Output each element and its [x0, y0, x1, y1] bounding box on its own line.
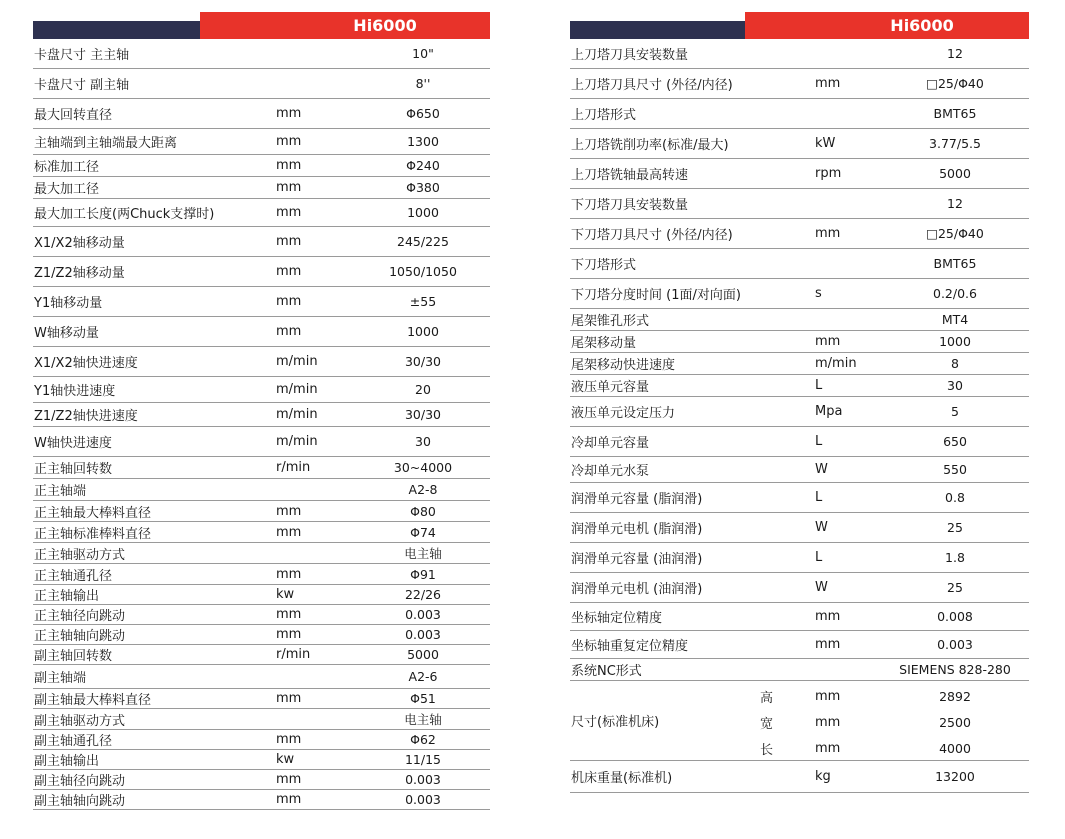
spec-name: 副主轴轴向跳动 [34, 794, 126, 809]
table-row [33, 177, 490, 199]
spec-value: 22/26 [404, 587, 442, 602]
spec-value: 650 [943, 434, 967, 449]
spec-unit: mm [276, 627, 302, 642]
spec-name: 最大回转直径 [34, 108, 113, 123]
spec-unit: s [815, 286, 822, 301]
spec-unit: mm [815, 714, 841, 730]
spec-name: 系统NC形式 [571, 664, 642, 679]
table-row [570, 761, 1029, 793]
spec-unit: mm [276, 691, 302, 706]
table-row [33, 227, 490, 257]
spec-name: 正主轴驱动方式 [34, 547, 126, 563]
table-row [33, 605, 490, 625]
spec-value: 2500 [939, 714, 971, 730]
spec-name: 正主轴通孔径 [34, 568, 113, 584]
spec-value: Φ91 [410, 566, 436, 582]
table-row [570, 99, 1029, 129]
spec-name: 润滑单元容量 (油润滑) [571, 552, 703, 567]
table-row [33, 625, 490, 645]
table-row [570, 219, 1029, 249]
spec-name: 副主轴回转数 [34, 649, 113, 664]
spec-value: 0.003 [405, 607, 441, 622]
table-row [33, 501, 490, 522]
table-row [570, 543, 1029, 573]
spec-name: 正主轴输出 [34, 589, 100, 604]
size-sub-row [570, 735, 1029, 761]
spec-name: 冷却单元水泵 [571, 464, 650, 479]
spec-name: W轴快进速度 [34, 436, 112, 451]
spec-name: 副主轴通孔径 [34, 734, 113, 749]
table-row [570, 159, 1029, 189]
spec-value: Φ80 [410, 503, 436, 519]
spec-name: 坐标轴定位精度 [571, 611, 663, 626]
spec-value: Φ240 [406, 158, 440, 173]
table-row [33, 585, 490, 605]
spec-name: 尾架移动快进速度 [571, 358, 676, 373]
spec-value: 12 [947, 196, 963, 211]
spec-value: 13200 [935, 769, 975, 784]
table-row [33, 543, 490, 564]
spec-name: 液压单元容量 [571, 380, 650, 395]
spec-name: W轴移动量 [34, 326, 99, 341]
table-row [570, 573, 1029, 603]
spec-unit: mm [276, 503, 302, 519]
table-row [570, 129, 1029, 159]
table-row [33, 317, 490, 347]
spec-value: 电主轴 [404, 712, 442, 727]
spec-unit: mm [276, 205, 302, 220]
table-row [570, 279, 1029, 309]
spec-unit: mm [815, 688, 841, 704]
spec-unit: m/min [815, 356, 857, 371]
spec-name: 坐标轴重复定位精度 [571, 639, 689, 654]
spec-name: 上刀塔铣轴最高转速 [571, 168, 689, 183]
spec-name: 冷却单元容量 [571, 436, 650, 451]
spec-value: 电主轴 [404, 546, 442, 561]
spec-unit: mm [276, 772, 302, 787]
spec-name: 下刀塔分度时间 (1面/对向面) [571, 288, 741, 303]
table-row [33, 129, 490, 155]
table-row [33, 403, 490, 427]
spec-unit: mm [276, 566, 302, 582]
spec-value: 0.003 [405, 627, 441, 642]
table-row [33, 347, 490, 377]
spec-value: 5 [951, 404, 959, 419]
spec-name: Y1轴移动量 [34, 296, 103, 311]
spec-value: 30~4000 [393, 460, 453, 475]
spec-unit: L [815, 378, 823, 393]
spec-value: 1050/1050 [389, 264, 457, 279]
spec-value: 11/15 [404, 752, 442, 767]
table-row [570, 427, 1029, 457]
spec-name: Z1/Z2轴快进速度 [34, 409, 138, 424]
spec-unit: mm [815, 76, 841, 91]
spec-value: BMT65 [933, 256, 977, 271]
spec-name: 机床重量(标准机) [571, 771, 673, 786]
spec-unit: Mpa [815, 404, 843, 419]
spec-name: 正主轴最大棒料直径 [34, 505, 152, 521]
size-sub-row [570, 683, 1029, 709]
table-row [570, 397, 1029, 427]
spec-unit: W [815, 520, 828, 535]
table-row [33, 69, 490, 99]
spec-value: 550 [943, 462, 967, 477]
size-group [570, 681, 1029, 761]
size-group-label: 尺寸(标准机床) [571, 715, 660, 730]
spec-unit: mm [276, 294, 302, 309]
size-sub-row [570, 709, 1029, 735]
spec-unit: m/min [276, 354, 318, 369]
spec-name: 上刀塔形式 [571, 108, 637, 123]
spec-rows [570, 39, 1029, 793]
spec-name: 液压单元设定压力 [571, 406, 676, 421]
table-row [33, 99, 490, 129]
table-row [570, 189, 1029, 219]
spec-name: 正主轴端 [34, 484, 87, 499]
spec-value: ±55 [409, 294, 437, 309]
spec-value: 10" [412, 46, 434, 61]
size-dimension: 高 [760, 690, 774, 706]
spec-value: 0.008 [937, 609, 973, 624]
spec-unit: m/min [276, 407, 318, 422]
spec-unit: mm [276, 180, 302, 195]
spec-value: Φ650 [406, 106, 440, 121]
table-row [33, 709, 490, 730]
table-row [33, 689, 490, 709]
spec-name: 尾架移动量 [571, 336, 637, 351]
spec-unit: mm [815, 226, 841, 241]
spec-unit: W [815, 580, 828, 595]
table-row [570, 249, 1029, 279]
table-row [33, 427, 490, 457]
spec-unit: L [815, 490, 823, 505]
spec-name: 副主轴端 [34, 671, 87, 686]
spec-name: 上刀塔刀具尺寸 (外径/内径) [571, 78, 733, 93]
spec-value: 1000 [407, 205, 439, 220]
spec-unit: mm [815, 740, 841, 756]
table-row [570, 513, 1029, 543]
header-dark-bar [570, 21, 745, 39]
spec-value: BMT65 [933, 106, 977, 121]
spec-unit: kw [276, 752, 295, 767]
table-row [33, 155, 490, 177]
spec-name: 润滑单元容量 (脂润滑) [571, 492, 703, 507]
spec-value: A2-6 [408, 669, 438, 684]
spec-unit: mm [276, 158, 302, 173]
spec-unit: mm [276, 732, 302, 747]
spec-value: 1000 [407, 324, 439, 339]
spec-value: 30 [947, 378, 963, 393]
left-spec-table [33, 12, 490, 810]
spec-name: 副主轴径向跳动 [34, 774, 126, 789]
spec-name: 正主轴轴向跳动 [34, 629, 126, 644]
table-row [33, 287, 490, 317]
spec-value: 0.003 [405, 792, 441, 807]
spec-value: A2-8 [408, 482, 438, 497]
table-row [33, 257, 490, 287]
spec-value: 0.003 [937, 637, 973, 652]
table-row [570, 659, 1029, 681]
table-row [570, 309, 1029, 331]
header-dark-bar [33, 21, 200, 39]
spec-value: 8 [951, 356, 959, 371]
table-row [33, 730, 490, 750]
spec-name: 标准加工径 [34, 160, 100, 175]
table-row [570, 603, 1029, 631]
spec-unit: mm [276, 524, 302, 540]
spec-value: □25/Φ40 [926, 226, 984, 241]
spec-value: SIEMENS 828-280 [899, 662, 1011, 677]
spec-name: 正主轴径向跳动 [34, 609, 126, 624]
spec-value: 25 [947, 520, 963, 535]
spec-name: 润滑单元电机 (脂润滑) [571, 522, 703, 537]
spec-value: 20 [415, 382, 431, 397]
table-header [33, 12, 490, 39]
spec-name: 最大加工长度(两Chuck支撑时) [34, 207, 215, 222]
spec-unit: mm [815, 609, 841, 624]
size-dimension: 宽 [760, 716, 774, 732]
spec-value: □25/Φ40 [926, 76, 984, 91]
spec-unit: kW [815, 136, 836, 151]
spec-value: 5000 [407, 647, 439, 662]
spec-unit: mm [276, 134, 302, 149]
size-dimension: 长 [760, 742, 774, 758]
spec-value: 2892 [939, 688, 971, 704]
spec-value: Φ62 [410, 732, 436, 747]
spec-unit: mm [276, 324, 302, 339]
spec-name: 下刀塔形式 [571, 258, 637, 273]
table-row [33, 457, 490, 479]
table-row [570, 483, 1029, 513]
spec-name: 下刀塔刀具安装数量 [571, 198, 689, 213]
spec-name: 上刀塔铣削功率(标准/最大) [571, 138, 729, 153]
spec-value: 0.8 [945, 490, 965, 505]
spec-unit: mm [815, 334, 841, 349]
spec-unit: kw [276, 587, 295, 602]
spec-value: MT4 [941, 312, 969, 327]
spec-value: 0.2/0.6 [933, 286, 977, 301]
spec-unit: W [815, 462, 828, 477]
spec-unit: r/min [276, 647, 311, 662]
table-row [33, 377, 490, 403]
spec-name: 下刀塔刀具尺寸 (外径/内径) [571, 228, 733, 243]
spec-name: Z1/Z2轴移动量 [34, 266, 125, 281]
spec-unit: mm [276, 106, 302, 121]
spec-value: Φ380 [406, 180, 440, 195]
table-row [570, 39, 1029, 69]
spec-unit: mm [276, 792, 302, 807]
spec-value: 12 [947, 46, 963, 61]
spec-name: X1/X2轴移动量 [34, 236, 125, 251]
spec-value: 1000 [939, 334, 971, 349]
spec-value: 5000 [939, 166, 971, 181]
table-row [570, 69, 1029, 99]
table-header [570, 12, 1029, 39]
spec-name: 正主轴标准棒料直径 [34, 526, 152, 542]
spec-rows [33, 39, 490, 810]
spec-value: Φ51 [410, 691, 436, 706]
spec-name: 上刀塔刀具安装数量 [571, 48, 689, 63]
spec-name: 润滑单元电机 (油润滑) [571, 582, 703, 597]
spec-unit: mm [276, 607, 302, 622]
spec-value: 25 [947, 580, 963, 595]
table-row [33, 790, 490, 810]
table-row [33, 479, 490, 501]
spec-value: 0.003 [405, 772, 441, 787]
table-row [570, 631, 1029, 659]
spec-name: 卡盘尺寸 主主轴 [34, 48, 130, 63]
spec-value: 4000 [939, 740, 971, 756]
table-row [33, 665, 490, 689]
table-row [570, 457, 1029, 483]
spec-name: Y1轴快进速度 [34, 384, 116, 399]
spec-unit: L [815, 550, 823, 565]
table-row [33, 564, 490, 585]
spec-value: 1300 [407, 134, 439, 149]
table-row [33, 199, 490, 227]
spec-name: 正主轴回转数 [34, 462, 113, 477]
spec-unit: m/min [276, 382, 318, 397]
spec-unit: m/min [276, 434, 318, 449]
model-title: Hi6000 [745, 12, 1029, 39]
spec-unit: kg [815, 769, 831, 784]
spec-name: 副主轴最大棒料直径 [34, 693, 152, 708]
spec-name: 主轴端到主轴端最大距离 [34, 136, 178, 151]
spec-value: 3.77/5.5 [929, 136, 981, 151]
table-row [570, 331, 1029, 353]
spec-value: Φ74 [410, 524, 436, 540]
table-row [33, 770, 490, 790]
spec-unit: mm [276, 264, 302, 279]
spec-name: X1/X2轴快进速度 [34, 356, 138, 371]
spec-value: 245/225 [397, 234, 449, 249]
table-row [33, 645, 490, 665]
right-spec-table [570, 12, 1029, 793]
spec-value: 30/30 [404, 407, 442, 422]
spec-unit: rpm [815, 166, 842, 181]
model-title: Hi6000 [200, 12, 490, 39]
table-row [33, 39, 490, 69]
spec-unit: L [815, 434, 823, 449]
spec-name: 卡盘尺寸 副主轴 [34, 78, 130, 93]
spec-value: 1.8 [945, 550, 965, 565]
spec-name: 副主轴输出 [34, 754, 100, 769]
spec-value: 30 [415, 434, 431, 449]
spec-name: 尾架锥孔形式 [571, 314, 650, 329]
table-row [570, 375, 1029, 397]
table-row [33, 522, 490, 543]
table-row [570, 353, 1029, 375]
spec-value: 30/30 [404, 354, 442, 369]
spec-name: 副主轴驱动方式 [34, 713, 126, 729]
table-row [33, 750, 490, 770]
spec-unit: r/min [276, 460, 311, 475]
spec-unit: mm [276, 234, 302, 249]
spec-unit: mm [815, 637, 841, 652]
spec-value: 8'' [415, 76, 431, 91]
spec-name: 最大加工径 [34, 182, 100, 197]
